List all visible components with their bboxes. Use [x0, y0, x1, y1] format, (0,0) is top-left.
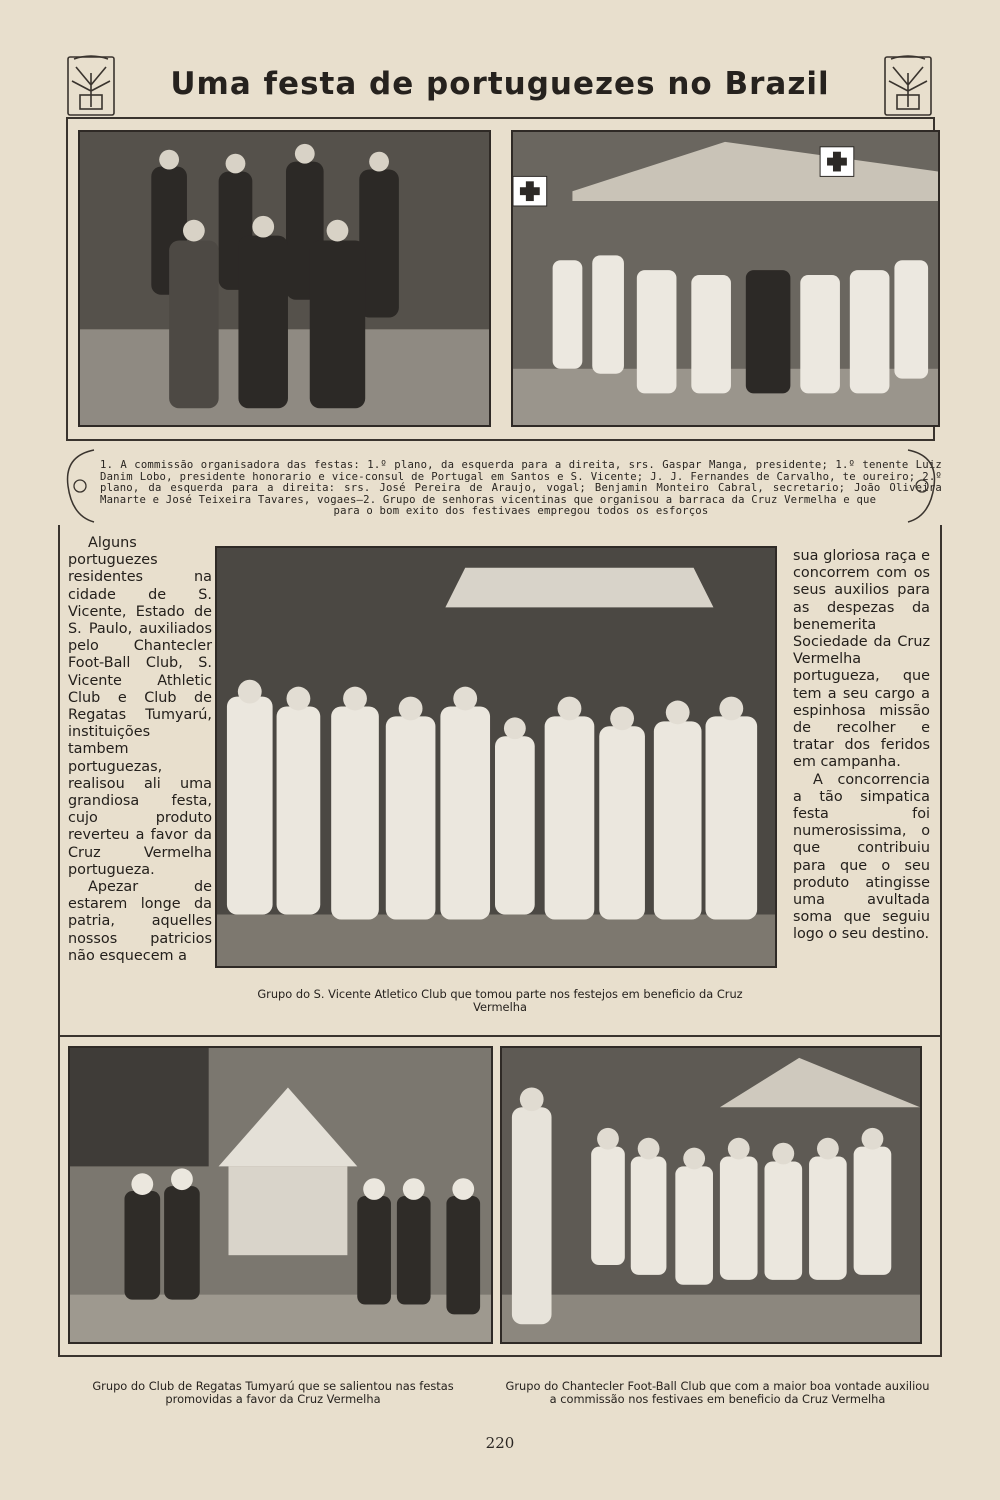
art-nouveau-ornament-icon: [883, 55, 933, 117]
athletic-club-photo: [215, 546, 777, 968]
athletic-club-caption: Grupo do S. Vicente Atletico Club que tomou parte nos festejos em beneficio da Cruz Vermelha: [257, 987, 743, 1014]
caption-text-last-line: para o bom exito dos festivaes empregou todos os esforços: [333, 505, 709, 517]
article-paragraph: Apezar de estarem longe da patria, aquelles nossos patricios não esquecem a: [68, 879, 212, 964]
group-photo-icon: [217, 548, 775, 966]
caption-text: 1. A commissão organisadora das festas: 1.º plano, da esquerda para a direita, srs. Gaspar Manga, presidente; 1.º tenente Luiz Danim Lobo, presidente honorario e vice-consul de Portugal em Santos e S. Vicente; J. J. Fernandes de Carvalho, te oureiro; 2.º plano, da esquerda para a direita: srs. José Pereira de Araujo, vogal; Benjamin Monteiro Cabral, secretario; João Oliveira Manarte e José Teixeira Tavares, vogaes—2. Grupo de senhoras vicentinas que organisou a barraca da Cruz Vermelha e que: [100, 459, 942, 506]
group-photo-icon: [70, 1048, 491, 1342]
regatas-club-photo: [68, 1046, 493, 1344]
article-paragraph: A concorrencia a tão simpatica festa foi numerosissima, o que contribuiu para que o seu produto atingisse uma avultada soma que seguiu logo o seu destino.: [793, 771, 930, 943]
red-cross-ladies-photo: [511, 130, 940, 427]
chantecler-club-photo: [500, 1046, 922, 1344]
commission-photo: [78, 130, 491, 427]
group-photo-icon: [513, 132, 938, 425]
art-nouveau-ornament-icon: [66, 55, 116, 117]
page-title: Uma festa de portuguezes no Brazil: [170, 66, 830, 102]
chantecler-club-caption: Grupo do Chantecler Foot-Ball Club que com a maior boa vontade auxiliou a commissão nos festivaes em beneficio da Cruz Vermelha: [505, 1379, 930, 1406]
top-photos-caption: [100, 460, 942, 518]
article-right-column: [793, 548, 930, 944]
group-photo-icon: [80, 132, 489, 425]
page-number: 220: [485, 1434, 515, 1452]
group-photo-icon: [502, 1048, 920, 1342]
scroll-flourish-icon: [904, 446, 944, 526]
article-paragraph: sua gloriosa raça e concorrem com os seus auxilios para as despezas da benemerita Sociedade da Cruz Vermelha portugueza, que tem a seu cargo a espinhosa missão de recolher e tratar dos feridos em campanha.: [793, 548, 930, 771]
scroll-flourish-icon: [58, 446, 98, 526]
regatas-club-caption: Grupo do Club de Regatas Tumyarú que se salientou nas festas promovidas a favor da Cruz Vermelha: [92, 1379, 454, 1406]
article-paragraph: Alguns portuguezes residentes na cidade de S. Vicente, Estado de S. Paulo, auxiliados pelo Chantecler Foot-Ball Club, S. Vicente Athletic Club e Club de Regatas Tumyarú, instituições tambem portuguezas, realisou ali uma grandiosa festa, cujo produto reverteu a favor da Cruz Vermelha portugueza.: [68, 535, 212, 878]
article-left-column: [68, 535, 212, 965]
